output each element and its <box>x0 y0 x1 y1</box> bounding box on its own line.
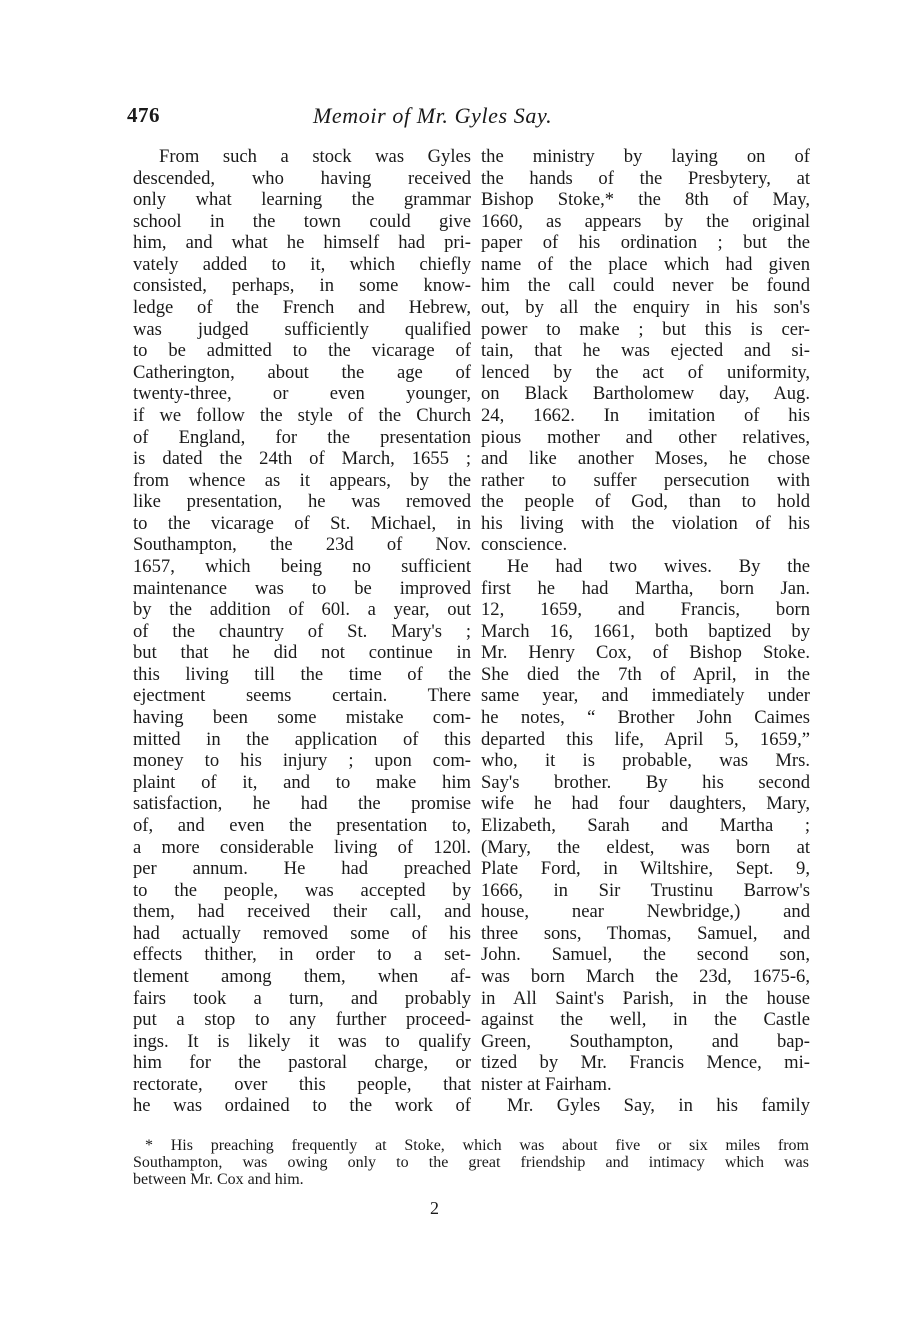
text-line: Elizabeth, Sarah and Martha ; <box>481 814 810 836</box>
text-line: twenty-three, or even younger, <box>133 383 471 405</box>
text-line: plaint of it, and to make him <box>133 771 471 793</box>
text-line: 1657, which being no sufficient <box>133 555 471 577</box>
text-line: (Mary, the eldest, was born at <box>481 836 810 858</box>
footnote-line: between Mr. Cox and him. <box>133 1171 304 1188</box>
text-line: 1666, in Sir Trustinu Barrow's <box>481 879 810 901</box>
text-line: from whence as it appears, by the <box>133 469 471 491</box>
left-column <box>133 146 471 1117</box>
text-line: Say's brother. By his second <box>481 771 810 793</box>
text-line: wife he had four daughters, Mary, <box>481 793 810 815</box>
text-line: tized by Mr. Francis Mence, mi- <box>481 1052 810 1074</box>
text-line: the people of God, than to hold <box>481 491 810 513</box>
text-line: power to make ; but this is cer- <box>481 318 810 340</box>
running-title: Memoir of Mr. Gyles Say. <box>313 103 553 128</box>
text-line: fairs took a turn, and probably <box>133 987 471 1009</box>
text-line: was judged sufficiently qualified <box>133 318 471 340</box>
text-line: departed this life, April 5, 1659,” <box>481 728 810 750</box>
text-line: lenced by the act of uniformity, <box>481 361 810 383</box>
text-line: out, by all the enquiry in his son's <box>481 297 810 319</box>
text-line: ejectment seems certain. There <box>133 685 471 707</box>
text-line: name of the place which had given <box>481 253 810 275</box>
text-line: his living with the violation of his <box>481 512 810 534</box>
text-line: March 16, 1661, both baptized by <box>481 620 810 642</box>
text-line: him, and what he himself had pri- <box>133 232 471 254</box>
text-line: but that he did not continue in <box>133 642 471 664</box>
running-head <box>123 103 823 133</box>
text-line: having been some mistake com- <box>133 707 471 729</box>
text-line: he was ordained to the work of <box>133 1095 471 1117</box>
text-line: a more considerable living of 120l. <box>133 836 471 858</box>
text-line: ledge of the French and Hebrew, <box>133 297 471 319</box>
text-line: tlement among them, when af- <box>133 965 471 987</box>
text-line: per annum. He had preached <box>133 858 471 880</box>
text-line: Mr. Gyles Say, in his family <box>507 1095 810 1117</box>
text-line: three sons, Thomas, Samuel, and <box>481 922 810 944</box>
signature-mark: 2 <box>430 1198 439 1218</box>
text-line: school in the town could give <box>133 210 471 232</box>
text-line: rectorate, over this people, that <box>133 1073 471 1095</box>
text-line: the ministry by laying on of <box>481 146 810 167</box>
text-line: this living till the time of the <box>133 663 471 685</box>
text-line: John. Samuel, the second son, <box>481 944 810 966</box>
text-line: pious mother and other relatives, <box>481 426 810 448</box>
text-line: on Black Bartholomew day, Aug. <box>481 383 810 405</box>
text-line: nister at Fairham. <box>481 1073 612 1095</box>
text-line: Green, Southampton, and bap- <box>481 1030 810 1052</box>
text-line: him the call could never be found <box>481 275 810 297</box>
text-line: by the addition of 60l. a year, out <box>133 599 471 621</box>
text-line: house, near Newbridge,) and <box>481 901 810 923</box>
text-line: Southampton, the 23d of Nov. <box>133 534 471 556</box>
text-line: had actually removed some of his <box>133 922 471 944</box>
text-line: Plate Ford, in Wiltshire, Sept. 9, <box>481 858 810 880</box>
text-line: Bishop Stoke,* the 8th of May, <box>481 189 810 211</box>
text-line: of England, for the presentation <box>133 426 471 448</box>
text-line: put a stop to any further proceed- <box>133 1009 471 1031</box>
text-line: money to his injury ; upon com- <box>133 750 471 772</box>
footnote-line: * His preaching frequently at Stoke, which was about five or six miles from <box>145 1137 809 1154</box>
text-line: and like another Moses, he chose <box>481 448 810 470</box>
text-line: if we follow the style of the Church <box>133 404 471 426</box>
right-column <box>481 146 810 1117</box>
text-line: conscience. <box>481 534 568 556</box>
text-line: Mr. Henry Cox, of Bishop Stoke. <box>481 642 810 664</box>
text-line: is dated the 24th of March, 1655 ; <box>133 448 471 470</box>
text-line: 1660, as appears by the original <box>481 210 810 232</box>
text-line: to the people, was accepted by <box>133 879 471 901</box>
text-line: in All Saint's Parish, in the house <box>481 987 810 1009</box>
text-line: mitted in the application of this <box>133 728 471 750</box>
text-line: was born March the 23d, 1675-6, <box>481 965 810 987</box>
text-line: them, had received their call, and <box>133 901 471 923</box>
text-line: effects thither, in order to a set- <box>133 944 471 966</box>
text-line: satisfaction, he had the promise <box>133 793 471 815</box>
text-line: rather to suffer persecution with <box>481 469 810 491</box>
text-line: him for the pastoral charge, or <box>133 1052 471 1074</box>
footnote-line: Southampton, was owing only to the great friendship and intimacy which was <box>133 1154 809 1171</box>
text-line: same year, and immediately under <box>481 685 810 707</box>
page-number: 476 <box>127 103 160 127</box>
text-line: the hands of the Presbytery, at <box>481 167 810 189</box>
text-line: 24, 1662. In imitation of his <box>481 404 810 426</box>
footnote <box>133 1137 809 1188</box>
text-line: like presentation, he was removed <box>133 491 471 513</box>
text-line: to the vicarage of St. Michael, in <box>133 512 471 534</box>
text-line: From such a stock was Gyles <box>159 146 471 167</box>
text-line: against the well, in the Castle <box>481 1009 810 1031</box>
text-line: first he had Martha, born Jan. <box>481 577 810 599</box>
text-line: of, and even the presentation to, <box>133 814 471 836</box>
text-line: consisted, perhaps, in some know- <box>133 275 471 297</box>
text-line: tain, that he was ejected and si- <box>481 340 810 362</box>
text-line: ings. It is likely it was to qualify <box>133 1030 471 1052</box>
text-line: maintenance was to be improved <box>133 577 471 599</box>
text-line: he notes, “ Brother John Caimes <box>481 707 810 729</box>
text-line: of the chauntry of St. Mary's ; <box>133 620 471 642</box>
text-line: vately added to it, which chiefly <box>133 253 471 275</box>
text-line: to be admitted to the vicarage of <box>133 340 471 362</box>
text-line: descended, who having received <box>133 167 471 189</box>
text-line: She died the 7th of April, in the <box>481 663 810 685</box>
text-line: He had two wives. By the <box>507 555 810 577</box>
text-line: Catherington, about the age of <box>133 361 471 383</box>
text-line: who, it is probable, was Mrs. <box>481 750 810 772</box>
text-line: 12, 1659, and Francis, born <box>481 599 810 621</box>
text-line: paper of his ordination ; but the <box>481 232 810 254</box>
text-line: only what learning the grammar <box>133 189 471 211</box>
